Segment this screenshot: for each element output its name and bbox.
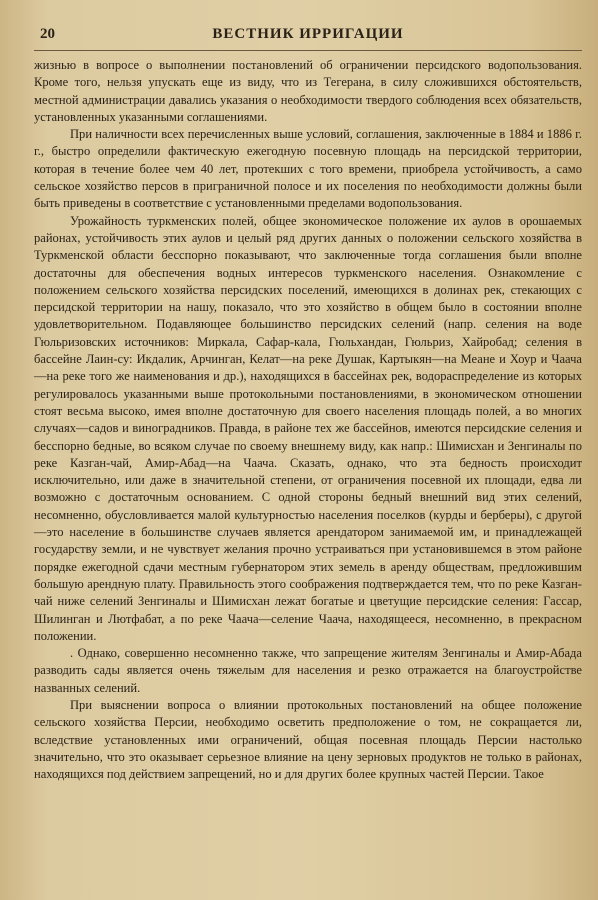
journal-title: ВЕСТНИК ИРРИГАЦИИ bbox=[212, 26, 404, 42]
paragraph-1: жизнью в вопросе о выполнении постановлений об ограничении персидского водопользования. Кроме того, нельзя упускать еще из виду, что из Тегерана, в силу сложившихся обстоятельств, местной администрации давались указания о необходимости твердого соблюдения всех обязательств, установленных указанными соглашениями. bbox=[34, 58, 582, 124]
page-header bbox=[34, 22, 582, 51]
paragraph-3: Урожайность туркменских полей, общее экономическое положение их аулов в орошаемых районах, устойчивость этих аулов и целый ряд других данных о положении сельского хозяйства в Туркменской области бесспорно показывают, что заключенные тогда соглашения были вполне достаточны для обеспечения водных интересов туркменского населения. Ознакомление с положением сельского хозяйства персидских поселений, имеющихся в долинах рек, стекающих с персидской территории на нашу, показало, что это хозяйство в общем было в состоянии вполне удовлетворительном. Подавляющее большинство персидских селений (напр. селения на воде Гюльризовских источников: Миркала, Сафар-кала, Гюльхандан, Гюльриз, Хайробад; селения в бассейне Лаин-су: Икдалик, Арчинган, Келат—на реке Душак, Картыкян—на Меане и Хоур и Чаача—на реке того же наименования и др.), находящихся в бассейнах рек, водораспределение из которых регулировалось указанными выше протокольными постановлениями, в экономическом отношении стоят весьма высоко, имея вполне достаточную для своего населения площадь полей, а во многих случаях—садов и виноградников. Правда, в районе тех же бассейнов, имеются персидские селения и бесспорно бедные, во всяком случае по своему внешнему виду, как напр.: Шимисхан и Зенгиналы по реке Казган-чай, Амир-Абад—на Чаача. Сказать, однако, что эта бедность происходит исключительно, или даже в значительной степени, от ограничения посевной их площади, едва ли возможно с достаточным основанием. С одной стороны бедный внешний вид этих селений, несомненно, обусловливается малой культурностью населения поселков (курды и берберы), с другой—это население в большинстве случаев является арендатором занимаемой им, и принадлежащей государству земли, и не чувствует желания прочно устраиваться при установившемся в этом районе порядке ежегодной сдачи местным губернатором этих земель в аренду обществам, предложившим большую арендную плату. Правильность этого соображения подтверждается тем, что по реке Казган-чай ниже селений Зенгиналы и Шимисхан лежат богатые и цветущие персидские селения: Гассар, Шилинган и Лютфабат, а по реке Чаача—селение Чаача, находящееся, несомненно, в прекрасном положении. bbox=[34, 213, 582, 643]
article-body bbox=[34, 57, 582, 783]
paragraph-5: При выяснении вопроса о влиянии протокольных постановлений на общее положение сельского хозяйства Персии, необходимо осветить предположение о том, не сокращается ли, вследствие установленных ими ограничений, общая посевная площадь Персии настолько значительно, что это оказывает серьезное влияние на цену зерновых продуктов не только в районах, находящихся под действием запрещений, но и для других более крупных частей Персии. Такое bbox=[34, 697, 582, 782]
paragraph-4: . Однако, совершенно несомненно также, что запрещение жителям Зенгиналы и Амир-Абада разводить сады является очень тяжелым для населения и резко отражается на благоустройстве названных селений. bbox=[34, 646, 582, 695]
paragraph-2: При наличности всех перечисленных выше условий, соглашения, заключенные в 1884 и 1886 г. г., быстро определили фактическую ежегодную посевную площадь на персидской территории, которая в течение более чем 40 лет, протекших с того времени, приобрела устойчивость, а само сельское хозяйство персов в пригpаничной полосе и их поселения по необходимости должны были быть приведены в соответствие с установленными пределами водопользования. bbox=[34, 127, 582, 211]
page-number: 20 bbox=[40, 26, 55, 42]
